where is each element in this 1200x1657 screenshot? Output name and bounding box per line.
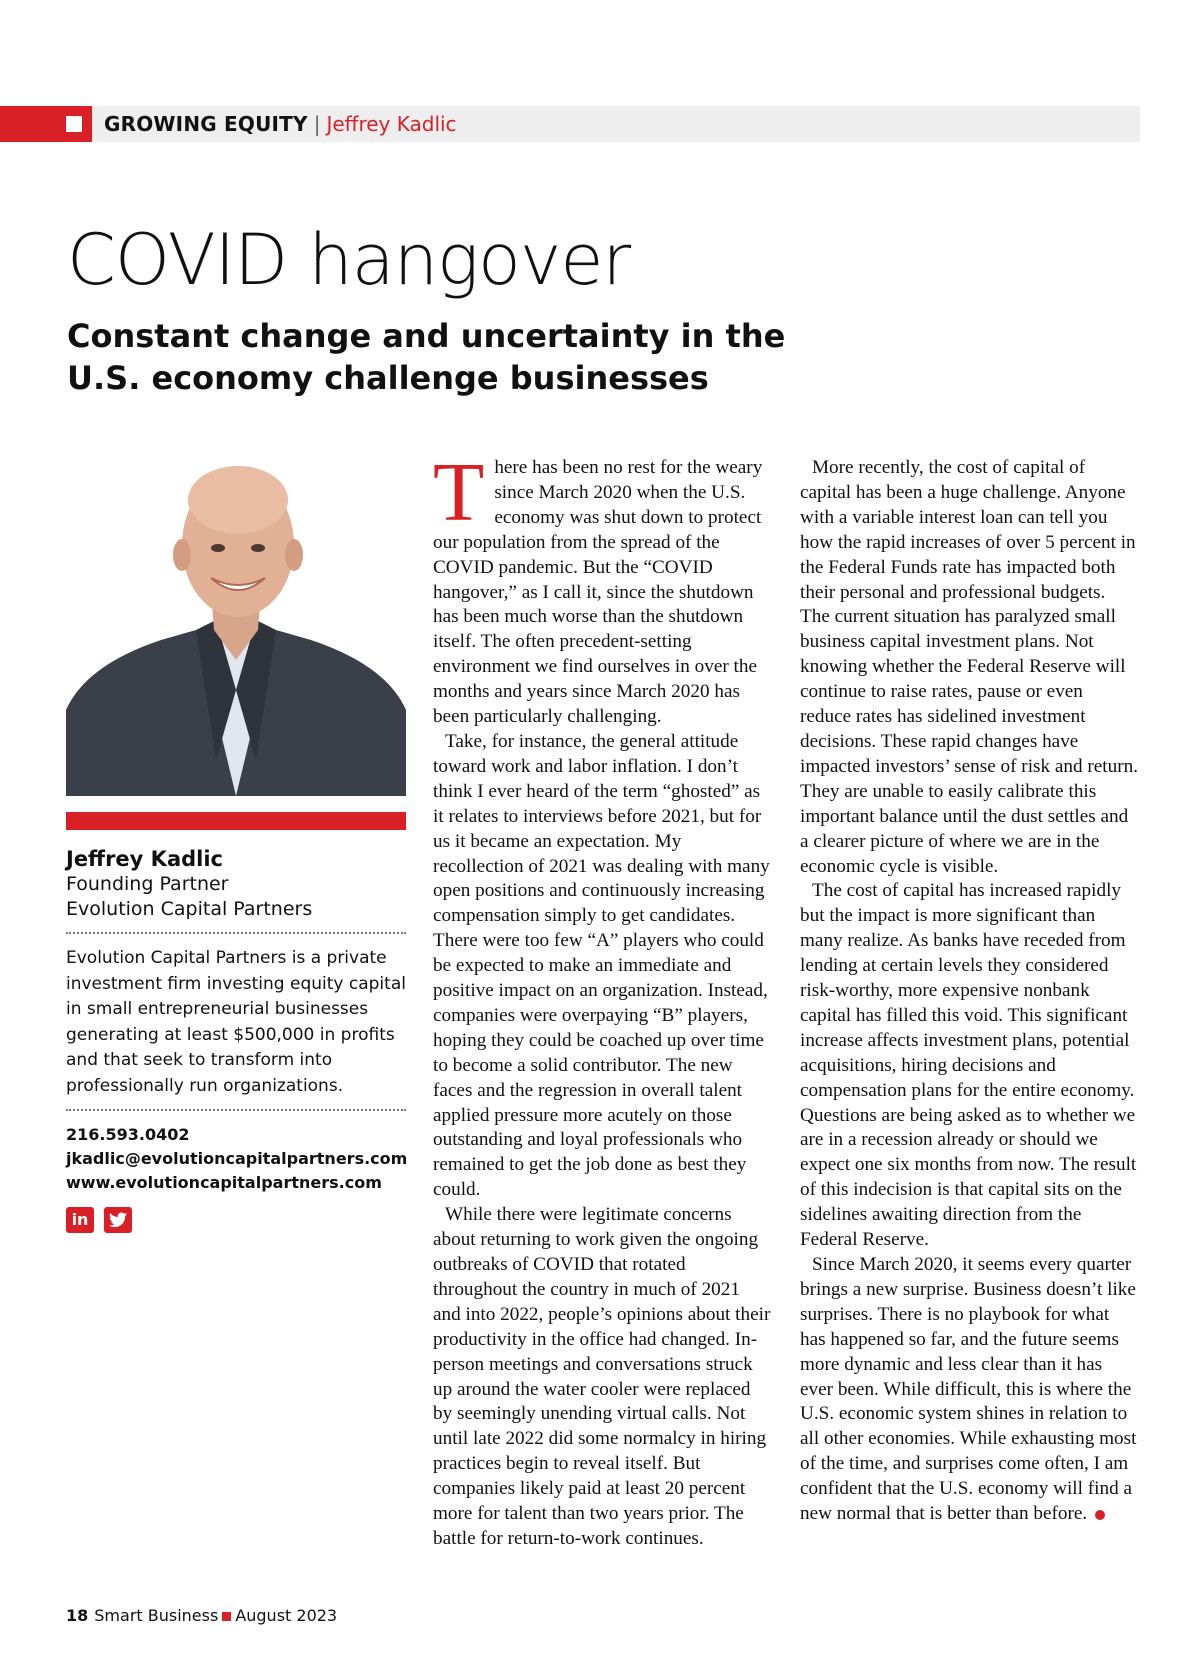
publication-name: Smart Business [94,1606,219,1625]
social-links [66,1207,406,1233]
divider [66,1109,406,1111]
article-paragraph: The cost of capital has increased rapidly but the impact is more significant than many realize. As banks have receded from lending at certain levels they considered risk-worthy, more expensive nonbank capital has filled this void. This significant increase affects investment plans, potential acquisitions, hiring decisions and compensation plans for the entire economy. Questions are being asked as to whether we are in a recession already or should we expect one six months from now. The result of this indecision is that capital sits on the sidelines awaiting direction from the Federal Reserve. [800,880,1137,1251]
linkedin-glyph: in [71,1210,89,1229]
divider [66,932,406,934]
section-header [0,106,1140,142]
article-paragraph [800,1253,1138,1527]
article-paragraph: While there were legitimate concerns about returning to work given the ongoing outbreaks of COVID that rotated throughout the country in much of 2021 and into 2022, people’s opinions about their productivity in the office had changed. In-person meetings and conversations struck up around the water cooler were replaced by seemingly unending virtual calls. Not until late 2022 did some normalcy in hiring practices begin to reveal itself. But companies likely paid at least 20 percent more for talent than two years prior. The battle for return-to-work continues. [433,1204,771,1549]
company-bio: Evolution Capital Partners is a private investment firm investing equity capital in small entrepreneurial businesses generating at least $500,000 in profits and that seek to transform into professionally run organizations. [66,948,406,1096]
contact-website[interactable]: www.evolutioncapitalpartners.com [66,1173,382,1192]
page-number: 18 [66,1606,89,1625]
page-footer [66,1606,337,1626]
paragraph-text: Since March 2020, it seems every quarter brings a new surprise. Business doesn’t like surprises. There is no playbook for what has happened so far, and the future seems more dynamic and less clear than it has ever been. While difficult, this is where the U.S. economic system shines in relation to all other economies. While exhausting most of the time, and surprises come often, I am confident that the U.S. economy will find a new normal that is better than before. [800,1254,1137,1525]
twitter-bird-glyph [109,1212,127,1228]
twitter-icon[interactable] [104,1207,132,1233]
header-author: Jeffrey Kadlic [326,112,457,136]
author-name: Jeffrey Kadlic [66,847,223,871]
article-paragraph [433,446,771,730]
article-paragraph: Take, for instance, the general attitude toward work and labor inflation. I don’t think I ever heard of the term “ghosted” as it relates to interviews before 2021, but for us it became an expectation. My recollection of 2021 was dealing with many open positions and continuously increasing compensation simply to get candidates. There were too few “A” players who could be expected to make an immediate and positive impact on an organization. Instead, companies were overpaying “B” players, hoping they could be coached up over time to become a solid contributor. The new faces and the regression in overall talent applied pressure more acutely on those outstanding and loyal professionals who remained to get the job done as best they could. [433,730,770,1201]
author-portrait-illustration [66,460,406,796]
header-text [104,112,457,136]
header-separator: | [313,112,321,136]
author-role: Founding Partner [66,873,229,895]
author-company: Evolution Capital Partners [66,898,313,920]
issue-date: August 2023 [235,1606,338,1625]
footer-square-icon [222,1612,231,1621]
header-square-icon [66,116,82,132]
article-column-1 [433,446,771,1552]
photo-accent-bar [66,812,406,830]
article-column-2 [800,456,1138,1527]
author-photo [66,460,406,796]
linkedin-icon[interactable] [66,1207,94,1233]
contact-email[interactable]: jkadlic@evolutioncapitalpartners.com [66,1149,408,1168]
article-subtitle: Constant change and uncertainty in the U.S. economy challenge businesses [67,317,786,397]
article-title: COVID hangover [67,219,631,301]
paragraph-text: here has been no rest for the weary since March 2020 when the U.S. economy was shut down to protect our population from the spread of the COVID pandemic. But the “COVID hangover,” as I call it, since the shutdown has been much worse than the shutdown itself. The often precedent-setting environment we find ourselves in over the months and years since March 2020 has been particularly challenging. [433,457,763,728]
end-mark-icon [1095,1510,1105,1520]
drop-cap: T [433,446,485,539]
article-paragraph: More recently, the cost of capital of capital has been a huge challenge. Anyone with a variable interest loan can tell you how the rapid increases of over 5 percent in the Federal Funds rate has impacted both their personal and professional budgets. The current situation has paralyzed small business capital investment plans. Not knowing whether the Federal Reserve will continue to raise rates, pause or even reduce rates has sidelined investment decisions. These rapid changes have impacted investors’ sense of risk and return. They are unable to easily calibrate this important balance until the dust settles and a clearer picture of where we are in the economic cycle is visible. [800,457,1138,877]
section-label: GROWING EQUITY [104,112,308,136]
author-sidebar [66,460,406,1233]
contact-phone: 216.593.0402 [66,1125,190,1144]
